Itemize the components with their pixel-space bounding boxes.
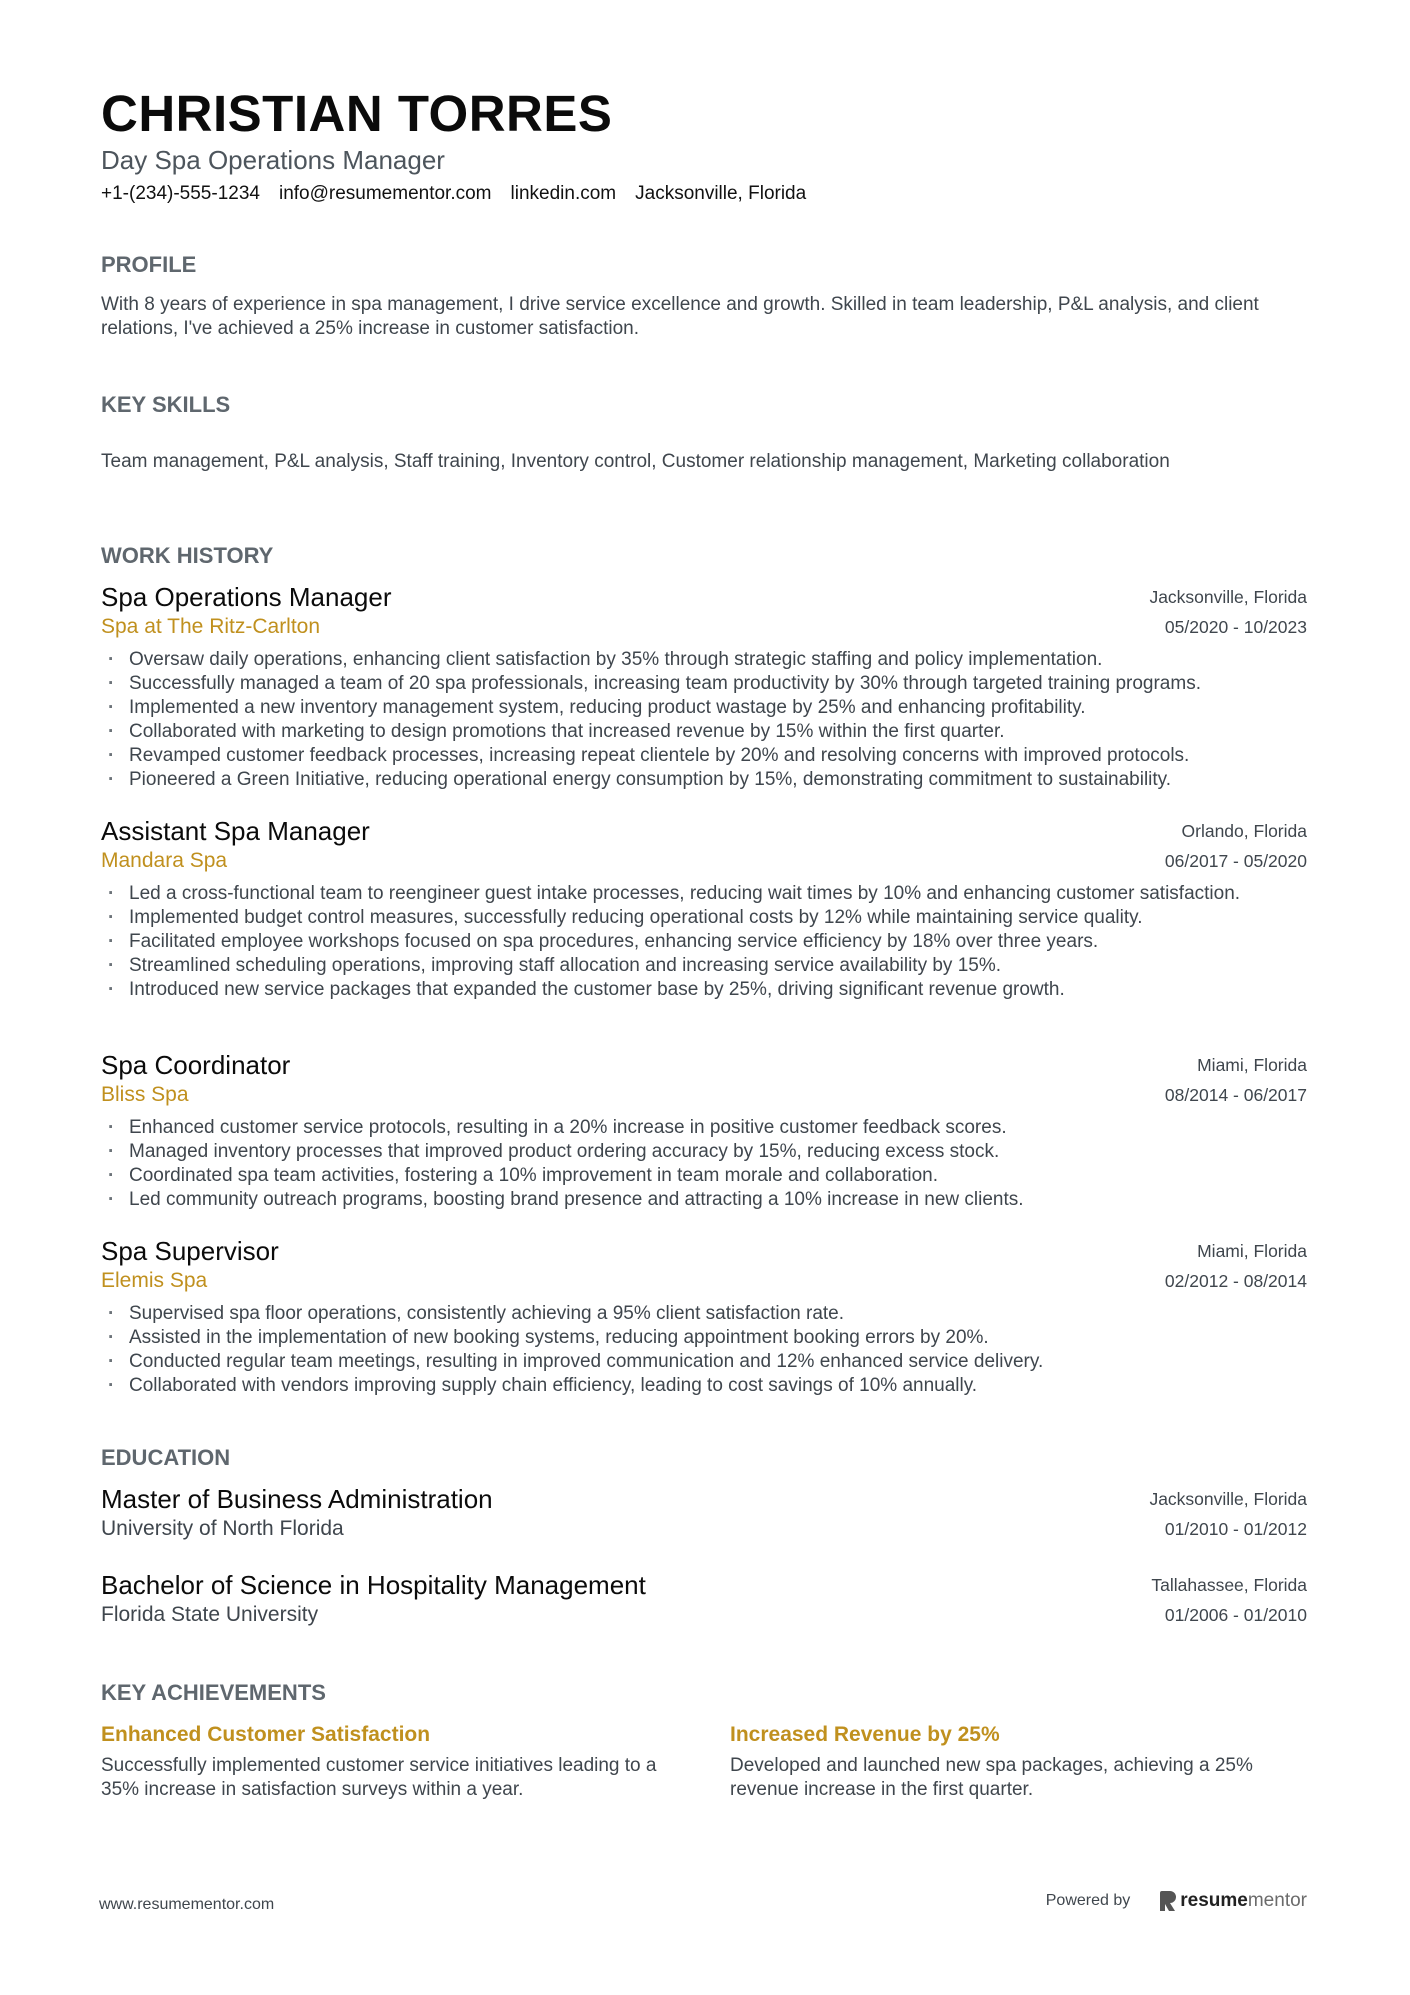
contact-location: Jacksonville, Florida	[635, 183, 807, 204]
degree: Master of Business Administration	[101, 1484, 493, 1514]
skills-heading: KEY SKILLS	[101, 392, 231, 417]
job-location: Miami, Florida	[1197, 1055, 1307, 1075]
school: University of North Florida	[101, 1517, 344, 1540]
achievement-title: Enhanced Customer Satisfaction	[101, 1723, 431, 1746]
bullet: · Led a cross-functional team to reengineer guest intake processes, reducing wait times by 10% and enhancing customer satisfaction.	[101, 882, 1331, 906]
profile-heading: PROFILE	[101, 252, 197, 277]
bullet: · Oversaw daily operations, enhancing client satisfaction by 35% through strategic staffing and policy implementation.	[101, 648, 1307, 672]
job-meta	[1149, 582, 1307, 642]
contact-phone: +1-(234)-555-1234	[101, 183, 260, 204]
job-location: Miami, Florida	[1197, 1241, 1307, 1261]
job-meta	[1165, 1236, 1307, 1296]
achievement-item	[730, 1720, 1310, 1802]
resumementor-logo-icon	[1160, 1891, 1176, 1911]
job-dates: 08/2014 - 06/2017	[1164, 1085, 1307, 1105]
job-location: Orlando, Florida	[1181, 821, 1307, 841]
skills-text: Team management, P&L analysis, Staff training, Inventory control, Customer relationship management, Marketing collaboration	[101, 451, 1170, 472]
job-title: Spa Supervisor	[101, 1236, 279, 1266]
footer-branding	[1046, 1890, 1307, 1912]
contact-line	[101, 183, 806, 205]
bullet: · Led community outreach programs, boosting brand presence and attracting a 10% increase in new clients.	[101, 1188, 1307, 1212]
education-meta	[1151, 1570, 1307, 1630]
job-entry	[101, 1050, 1307, 1212]
education-entry	[101, 1484, 1307, 1544]
bullet: · Collaborated with vendors improving supply chain efficiency, leading to cost savings of 10% annually.	[101, 1374, 1307, 1398]
job-dates: 02/2012 - 08/2014	[1164, 1271, 1307, 1291]
contact-linkedin[interactable]: linkedin.com	[510, 183, 617, 204]
bullet: · Streamlined scheduling operations, improving staff allocation and increasing service availability by 15%.	[101, 954, 1331, 978]
job-entry	[101, 816, 1307, 1002]
job-dates: 06/2017 - 05/2020	[1164, 851, 1307, 871]
education-meta	[1149, 1484, 1307, 1544]
bullet: · Assisted in the implementation of new booking systems, reducing appointment booking errors by 20%.	[101, 1326, 1307, 1350]
achievement-text: Successfully implemented customer service initiatives leading to a 35% increase in satisfaction surveys within a year.	[101, 1755, 657, 1800]
bullet: · Managed inventory processes that improved product ordering accuracy by 15%, reducing excess stock.	[101, 1140, 1307, 1164]
education-location: Tallahassee, Florida	[1151, 1575, 1307, 1595]
job-bullets	[101, 1116, 1307, 1212]
degree: Bachelor of Science in Hospitality Management	[101, 1570, 646, 1600]
brand-name-bold: resume	[1180, 1890, 1248, 1911]
bullet: · Implemented budget control measures, successfully reducing operational costs by 12% while maintaining service quality.	[101, 906, 1331, 930]
education-dates: 01/2006 - 01/2010	[1164, 1605, 1307, 1625]
education-entry	[101, 1570, 1307, 1630]
job-bullets	[101, 1302, 1307, 1398]
job-bullets	[101, 648, 1307, 792]
powered-by-label: Powered by	[1045, 1892, 1131, 1909]
education-dates: 01/2010 - 01/2012	[1164, 1519, 1307, 1539]
bullet: · Pioneered a Green Initiative, reducing operational energy consumption by 15%, demonstrating commitment to sustainability.	[101, 768, 1307, 792]
job-title: Spa Operations Manager	[101, 582, 392, 612]
job-company: Elemis Spa	[101, 1269, 208, 1292]
brand-logo[interactable]	[1160, 1890, 1307, 1912]
candidate-name: CHRISTIAN TORRES	[101, 85, 613, 142]
job-meta	[1165, 816, 1307, 876]
footer-website[interactable]: www.resumementor.com	[99, 1896, 275, 1913]
profile-text: With 8 years of experience in spa management, I drive service excellence and growth. Skilled in team leadership, P&L analysis, and client relations, I've achieved a 25% increase in customer satisfaction.	[101, 294, 1259, 339]
bullet: · Introduced new service packages that expanded the customer base by 25%, driving significant revenue growth.	[101, 978, 1331, 1002]
bullet: · Conducted regular team meetings, resulting in improved communication and 12% enhanced service delivery.	[101, 1350, 1307, 1374]
school: Florida State University	[101, 1603, 319, 1626]
achievement-title: Increased Revenue by 25%	[730, 1723, 1000, 1746]
brand-name-light: mentor	[1247, 1890, 1307, 1911]
job-company: Mandara Spa	[101, 849, 228, 872]
bullet: · Coordinated spa team activities, fostering a 10% improvement in team morale and collaboration.	[101, 1164, 1307, 1188]
bullet: · Facilitated employee workshops focused on spa procedures, enhancing service efficiency by 18% over three years.	[101, 930, 1331, 954]
job-company: Spa at The Ritz-Carlton	[101, 615, 321, 638]
job-title: Spa Coordinator	[101, 1050, 291, 1080]
bullet: · Enhanced customer service protocols, resulting in a 20% increase in positive customer feedback scores.	[101, 1116, 1307, 1140]
achievements-heading: KEY ACHIEVEMENTS	[101, 1680, 326, 1705]
bullet: · Revamped customer feedback processes, increasing repeat clientele by 20% and resolving concerns with improved protocols.	[101, 744, 1307, 768]
job-dates: 05/2020 - 10/2023	[1164, 617, 1307, 637]
job-entry	[101, 582, 1307, 792]
bullet: · Supervised spa floor operations, consistently achieving a 95% client satisfaction rate.	[101, 1302, 1307, 1326]
education-location: Jacksonville, Florida	[1149, 1489, 1307, 1509]
job-location: Jacksonville, Florida	[1149, 587, 1307, 607]
work-history-heading: WORK HISTORY	[101, 543, 274, 568]
job-company: Bliss Spa	[101, 1083, 189, 1106]
bullet: · Successfully managed a team of 20 spa professionals, increasing team productivity by 30% through targeted training programs.	[101, 672, 1307, 696]
job-meta	[1165, 1050, 1307, 1110]
job-entry	[101, 1236, 1307, 1398]
achievement-item	[101, 1720, 681, 1802]
bullet: · Collaborated with marketing to design promotions that increased revenue by 15% within the first quarter.	[101, 720, 1307, 744]
job-title: Assistant Spa Manager	[101, 816, 370, 846]
education-heading: EDUCATION	[101, 1445, 231, 1470]
candidate-title: Day Spa Operations Manager	[101, 145, 445, 175]
achievement-text: Developed and launched new spa packages, achieving a 25% revenue increase in the first quarter.	[730, 1755, 1253, 1800]
job-bullets	[101, 882, 1331, 1002]
bullet: · Implemented a new inventory management system, reducing product wastage by 25% and enhancing profitability.	[101, 696, 1307, 720]
contact-email[interactable]: info@resumementor.com	[278, 183, 492, 204]
